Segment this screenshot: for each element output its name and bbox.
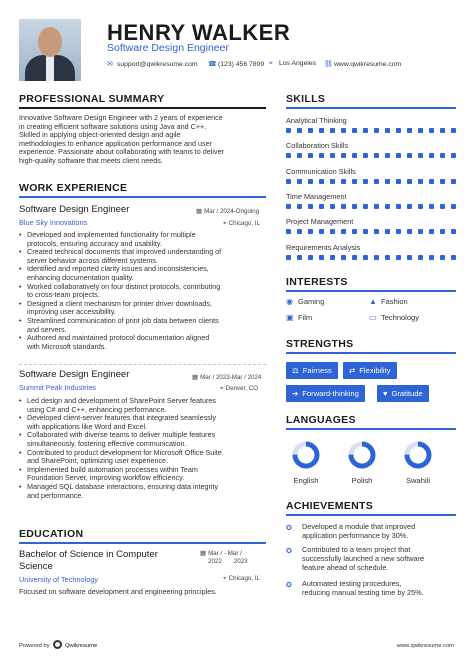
interests-rule	[286, 290, 456, 292]
skill-dot	[374, 204, 379, 209]
list-item: • Authored and maintained protocol documentation aligned with Microsoft standards.	[19, 334, 269, 351]
skill-dot	[363, 255, 368, 260]
link-icon: ⛓	[324, 61, 333, 68]
skill-dot	[319, 179, 324, 184]
skill-dot	[374, 179, 379, 184]
summary-heading: PROFESSIONAL SUMMARY	[19, 93, 165, 105]
job-company: Blue Sky Innovations	[19, 218, 88, 227]
location-pin-icon: ⌖	[223, 575, 227, 582]
skill-dot	[374, 229, 379, 234]
education-location: ⌖ Chicago, IL	[223, 575, 260, 582]
interests-heading: INTERESTS	[286, 276, 348, 288]
interest-technology: ▭ Technology	[369, 313, 419, 322]
skill-dot	[330, 255, 335, 260]
footer	[0, 637, 474, 670]
skill-dot	[363, 153, 368, 158]
skill-dot	[341, 179, 346, 184]
skill-label: Collaboration Skills	[286, 141, 349, 151]
skill-dot	[396, 128, 401, 133]
skill-dot	[286, 153, 291, 158]
skill-dot	[374, 153, 379, 158]
skill-dot	[385, 229, 390, 234]
interest-fashion: ▲ Fashion	[369, 297, 408, 306]
location-pin-icon: ⌖	[269, 60, 273, 67]
forward-arrow-icon: ➔	[292, 389, 299, 398]
strengths-heading: STRENGTHS	[286, 338, 354, 350]
strengths-rule	[286, 352, 456, 354]
skill-rating	[286, 229, 456, 234]
skill-dot	[451, 179, 456, 184]
list-item: • Contributed to product development for Microsoft Office Suite and SharePoint, optimizing user experience.	[19, 449, 269, 466]
skill-dot	[297, 229, 302, 234]
skill-dot	[407, 128, 412, 133]
skill-dot	[385, 128, 390, 133]
calendar-icon: ▦	[196, 208, 203, 215]
job-bullets	[19, 231, 269, 351]
list-item: • Created technical documents that improved understanding of server behavior across different systems.	[19, 248, 269, 265]
skill-dot	[407, 255, 412, 260]
skill-rating	[286, 179, 456, 184]
skill-dot	[319, 128, 324, 133]
skill-rating	[286, 255, 456, 260]
skill-dot	[308, 153, 313, 158]
skill-dot	[352, 153, 357, 158]
strength-gratitude: ♥ Gratitude	[377, 385, 429, 402]
skill-dot	[396, 204, 401, 209]
skill-dot	[407, 229, 412, 234]
skill-dot	[440, 229, 445, 234]
list-item: • Developed client-server features that integrated seamlessly with applications like Word and Excel.	[19, 414, 269, 431]
skill-dot	[429, 255, 434, 260]
mail-icon: ✉	[107, 61, 113, 68]
skill-dot	[385, 179, 390, 184]
skill-dot	[330, 153, 335, 158]
skill-dot	[308, 229, 313, 234]
skill-dot	[407, 179, 412, 184]
footer-url-link[interactable]: www.qwikresume.com	[396, 643, 454, 649]
skill-rating	[286, 204, 456, 209]
skill-dot	[319, 153, 324, 158]
skill-dot	[385, 255, 390, 260]
skill-dot	[286, 128, 291, 133]
skill-dot	[352, 255, 357, 260]
skill-dot	[451, 128, 456, 133]
trophy-icon: ✪	[286, 582, 292, 589]
skill-dot	[451, 153, 456, 158]
skill-dot	[418, 204, 423, 209]
skill-dot	[429, 153, 434, 158]
skill-dot	[440, 179, 445, 184]
candidate-role: Software Design Engineer	[107, 42, 229, 54]
degree-title: Bachelor of Science in Computer Science	[19, 549, 158, 572]
list-item: • Managed SQL database interactions, ensuring data integrity and performance.	[19, 483, 269, 500]
skill-dot	[396, 153, 401, 158]
profile-photo	[19, 19, 81, 81]
skill-dot	[308, 255, 313, 260]
experience-rule	[19, 196, 266, 198]
list-item: • Identified and reported clarity issues and inconsistencies, enhancing documentation quality.	[19, 265, 269, 282]
candidate-name: HENRY WALKER	[107, 20, 291, 45]
summary-rule	[19, 107, 266, 109]
phone-contact	[208, 60, 264, 68]
skills-rule	[286, 107, 456, 109]
skill-dot	[286, 229, 291, 234]
job-location: ⌖ Chicago, IL	[223, 220, 260, 227]
skill-dot	[385, 204, 390, 209]
website-text: www.qwikresume.com	[334, 61, 402, 68]
skill-dot	[308, 179, 313, 184]
phone-icon: ☎	[208, 61, 217, 68]
job-location: ⌖ Denver, CO	[220, 385, 258, 392]
skill-dot	[330, 128, 335, 133]
skill-dot	[363, 179, 368, 184]
skills-heading: SKILLS	[286, 93, 326, 105]
skill-dot	[341, 153, 346, 158]
languages-heading: LANGUAGES	[286, 414, 356, 426]
skill-dot	[418, 229, 423, 234]
skill-label: Communication Skills	[286, 166, 356, 176]
skill-dot	[396, 229, 401, 234]
trophy-icon: ✪	[286, 525, 292, 532]
skill-label: Analytical Thinking	[286, 116, 347, 125]
brand-link[interactable]: Qwikresume	[65, 643, 98, 649]
school-name: University of Technology	[19, 575, 98, 584]
skill-dot	[429, 128, 434, 133]
language-level-ring	[348, 441, 376, 469]
skill-dot	[451, 204, 456, 209]
skill-rating	[286, 153, 456, 158]
skill-dot	[297, 255, 302, 260]
email-text: support@qwikresume.com	[117, 61, 198, 68]
list-item: • Led design and development of SharePoint Server features using C# and C++, enhancing performance.	[19, 397, 269, 414]
skill-dot	[429, 229, 434, 234]
skill-dot	[440, 128, 445, 133]
list-item: • Streamlined communication of print job data between clients and servers.	[19, 317, 269, 334]
job-title: Software Design Engineer	[19, 204, 130, 215]
skill-dot	[407, 204, 412, 209]
skill-dot	[418, 153, 423, 158]
skill-dot	[418, 255, 423, 260]
interest-film: ▣ Film	[286, 313, 313, 322]
skill-dot	[319, 204, 324, 209]
summary-text: Innovative Software Design Engineer with 2 years of experience in creating efficient software solutions using Java and C++. Skilled in applying object-oriented design and agile methodologies to enhance application performance and user experience. Passionate about collaborating with teams to deliver high-quality software that meets client needs.	[19, 113, 224, 165]
skill-dot	[352, 128, 357, 133]
skill-dot	[319, 229, 324, 234]
skill-dot	[374, 255, 379, 260]
skill-dot	[385, 153, 390, 158]
languages-rule	[286, 428, 456, 430]
education-heading: EDUCATION	[19, 528, 84, 540]
achievements-rule	[286, 514, 456, 516]
skill-dot	[407, 153, 412, 158]
film-icon: ▣	[286, 313, 294, 322]
location-pin-icon: ⌖	[223, 220, 227, 227]
skill-dot	[451, 255, 456, 260]
list-item: • Implemented build automation processes within Team Foundation Server, improving workflow efficiency.	[19, 466, 269, 483]
skill-dot	[341, 204, 346, 209]
skill-dot	[440, 204, 445, 209]
list-item: • Worked collaboratively on four distinct protocols, contributing to cross-team projects.	[19, 283, 269, 300]
phone-text: (123) 456 7899	[218, 61, 265, 68]
skill-label: Project Management	[286, 217, 354, 227]
skill-dot	[429, 179, 434, 184]
skill-dot	[286, 179, 291, 184]
achievements-heading: ACHIEVEMENTS	[286, 500, 374, 512]
interest-gaming: ◉ Gaming	[286, 297, 325, 306]
job-dates: ▦ Mar / 2024-Ongoing	[196, 208, 260, 215]
skill-dot	[297, 204, 302, 209]
location-contact	[269, 60, 316, 68]
skill-dot	[352, 179, 357, 184]
strength-forward-thinking: ➔ Forward-thinking	[286, 385, 365, 402]
location-text: Los Angeles	[279, 60, 317, 67]
language-label: Polish	[351, 476, 373, 485]
skill-dot	[418, 128, 423, 133]
skill-dot	[297, 153, 302, 158]
scale-icon: ⚖	[292, 366, 299, 375]
email-contact[interactable]	[107, 60, 198, 68]
skill-dot	[286, 255, 291, 260]
skill-dot	[330, 204, 335, 209]
skill-dot	[440, 255, 445, 260]
skill-dot	[418, 179, 423, 184]
skill-dot	[352, 229, 357, 234]
job-title: Software Design Engineer	[19, 369, 130, 380]
skill-dot	[297, 179, 302, 184]
skill-dot	[286, 204, 291, 209]
skill-dot	[374, 128, 379, 133]
location-pin-icon: ⌖	[220, 385, 224, 392]
skill-dot	[451, 229, 456, 234]
divider	[19, 364, 266, 365]
education-rule	[19, 542, 266, 544]
skill-dot	[363, 229, 368, 234]
language-label: English	[293, 476, 319, 485]
trophy-icon: ✪	[286, 548, 292, 555]
skill-dot	[297, 128, 302, 133]
website-contact[interactable]	[324, 60, 401, 68]
skill-dot	[341, 229, 346, 234]
skill-rating	[286, 128, 456, 133]
skill-dot	[341, 255, 346, 260]
calendar-icon: ▦	[192, 374, 199, 381]
resume-header	[0, 0, 474, 90]
education-note: Focused on software development and engineering principles.	[19, 587, 217, 596]
experience-heading: WORK EXPERIENCE	[19, 182, 128, 194]
skill-dot	[363, 128, 368, 133]
powered-by-text: Powered by	[19, 643, 50, 649]
skill-dot	[363, 204, 368, 209]
skill-label: Time Management	[286, 191, 347, 201]
job-dates: ▦ Mar / 2023-Mar / 2024	[192, 374, 262, 381]
education-dates: ▦ Mar / - Mar / 2022 2023	[200, 550, 248, 565]
skill-dot	[330, 179, 335, 184]
calendar-icon: ▦	[200, 550, 207, 557]
skill-dot	[352, 204, 357, 209]
strength-flexibility: ⇄ Flexibility	[343, 362, 397, 379]
skill-dot	[319, 255, 324, 260]
language-level-ring	[404, 441, 432, 469]
language-level-ring	[292, 441, 320, 469]
job-company: Summit Peak Industries	[19, 383, 97, 392]
language-label: Swahili	[405, 476, 431, 485]
list-item: • Developed and implemented functionality for multiple protocols, ensuring accuracy and usability.	[19, 231, 269, 248]
arrows-icon: ⇄	[349, 366, 356, 375]
qwikresume-logo-icon	[53, 640, 62, 649]
list-item: • Designed a client mechanism for printer driver downloads, improving user accessibility.	[19, 300, 269, 317]
gamepad-icon: ◉	[286, 297, 293, 306]
skill-dot	[440, 153, 445, 158]
laptop-icon: ▭	[369, 313, 377, 322]
skill-dot	[429, 204, 434, 209]
skill-dot	[396, 255, 401, 260]
heart-icon: ♥	[383, 389, 388, 398]
skill-dot	[330, 229, 335, 234]
shopping-bag-icon: ▲	[369, 297, 377, 306]
skill-dot	[308, 128, 313, 133]
strength-fairness: ⚖ Fairness	[286, 362, 338, 379]
job-bullets	[19, 397, 269, 500]
skill-dot	[396, 179, 401, 184]
list-item: • Collaborated with diverse teams to deliver multiple features simultaneously, fostering effective communication.	[19, 431, 269, 448]
skill-label: Requirements Analysis	[286, 242, 361, 252]
skill-dot	[308, 204, 313, 209]
skill-dot	[341, 128, 346, 133]
